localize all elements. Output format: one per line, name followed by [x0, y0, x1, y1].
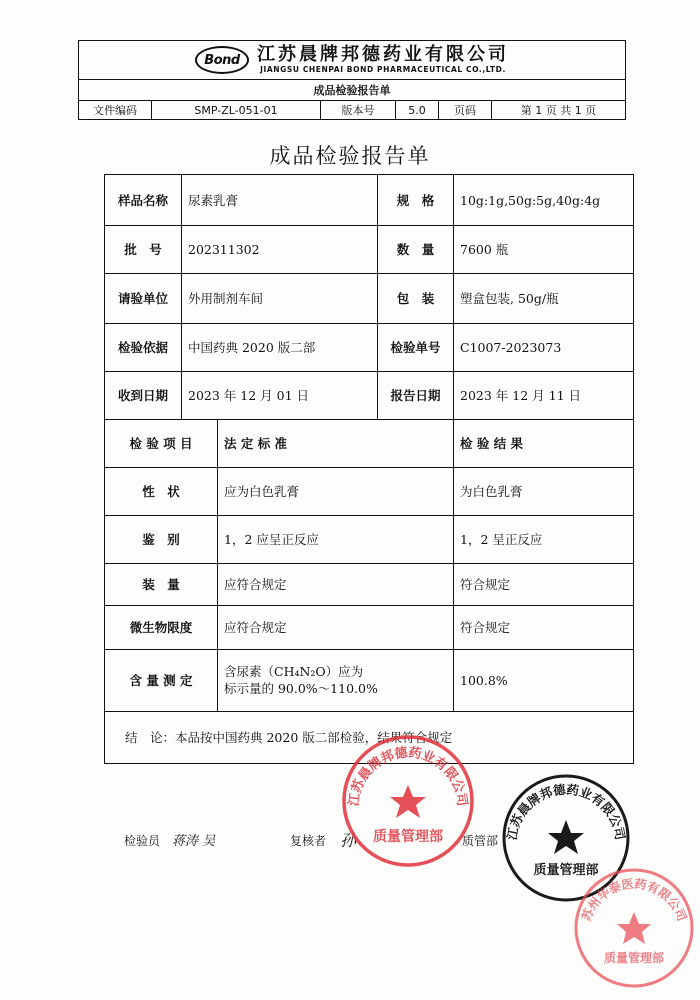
- test-standard: 应符合规定: [224, 577, 287, 592]
- col-standard: 法 定 标 准: [224, 436, 288, 451]
- col-test-item: 检 验 项 目: [129, 436, 193, 451]
- page-number: 第 1 页 共 1 页: [520, 104, 597, 117]
- bond-logo: Bond: [195, 46, 249, 74]
- quantity-label: 数 量: [396, 242, 435, 257]
- company-name-cn: 江苏晨牌邦德药业有限公司: [257, 44, 509, 65]
- basis-label: 检验依据: [117, 340, 168, 355]
- document-meta-row: [79, 101, 625, 119]
- test-item: 性 状: [142, 484, 180, 499]
- quantity: 7600 瓶: [460, 242, 509, 257]
- company-banner: [79, 41, 625, 80]
- received-date-label: 收到日期: [117, 388, 168, 403]
- spec: 10g:1g,50g:5g,40g:4g: [460, 192, 601, 208]
- test-standard-line1: 含尿素（CH₄N₂O）应为: [224, 664, 364, 679]
- test-result: 符合规定: [460, 620, 511, 635]
- inspection-number: C1007-2023073: [460, 339, 562, 355]
- reviewer-signature: 孙: [340, 831, 357, 850]
- request-unit: 外用制剂车间: [188, 291, 264, 306]
- inspector-label: 检验员: [124, 834, 161, 848]
- test-standard: [218, 649, 452, 711]
- seal-2-arc-text: 江苏晨牌邦德药业有限公司: [503, 781, 629, 842]
- package-label: 包 装: [396, 291, 435, 306]
- seal-2-dept: 质量管理部: [533, 863, 599, 878]
- request-unit-label: 请验单位: [117, 291, 168, 306]
- batch-number: 202311302: [188, 241, 260, 257]
- inspection-basis: 中国药典 2020 版二部: [188, 340, 316, 355]
- doc-no: SMP-ZL-051-01: [152, 101, 321, 119]
- report-date: 2023 年 12 月 11 日: [460, 388, 581, 403]
- reviewer-label: 复核者: [290, 834, 327, 848]
- company-name-en: JIANGSU CHENPAI BOND PHARMACEUTICAL CO.,LTD.: [260, 65, 506, 74]
- col-result: 检 验 结 果: [460, 436, 524, 451]
- distributor-seal: [572, 866, 696, 990]
- report-date-label: 报告日期: [390, 388, 441, 403]
- package: 塑盒包装, 50g/瓶: [460, 291, 559, 306]
- seal-1-dept: 质量管理部: [373, 829, 443, 845]
- page-label: 页码: [439, 101, 492, 119]
- test-item: 含 量 测 定: [129, 673, 193, 688]
- received-date: 2023 年 12 月 01 日: [188, 388, 309, 403]
- doc-no-label: 文件编码: [79, 101, 152, 119]
- report-table: [104, 174, 634, 764]
- test-standard: 应符合规定: [224, 620, 287, 635]
- test-item: 装 量: [142, 577, 180, 592]
- test-standard: 1，2 应呈正反应: [224, 532, 319, 547]
- batch-label: 批 号: [124, 242, 162, 257]
- test-item: 微生物限度: [129, 620, 193, 635]
- seal-3-arc-text: 苏州华泰医药有限公司: [579, 876, 689, 924]
- test-standard-line2: 标示量的 90.0%～110.0%: [224, 681, 378, 696]
- test-result: 100.8%: [460, 672, 508, 688]
- test-standard: 应为白色乳膏: [224, 484, 300, 499]
- test-result: 为白色乳膏: [460, 484, 523, 499]
- company-seal-red: [340, 733, 476, 869]
- conclusion: 结 论：本品按中国药典 2020 版二部检验，结果符合规定: [125, 730, 453, 745]
- spec-label: 规 格: [396, 193, 435, 208]
- test-result: 符合规定: [460, 577, 511, 592]
- qa-label: 质管部: [462, 834, 499, 848]
- inspection-no-label: 检验单号: [390, 340, 441, 355]
- report-title: 成品检验报告单: [269, 144, 431, 168]
- test-item: 鉴 别: [142, 532, 180, 547]
- version: 5.0: [396, 101, 439, 119]
- version-label: 版本号: [321, 101, 396, 119]
- seal-1-arc-text: 江苏晨牌邦德药业有限公司: [346, 745, 470, 808]
- sample-name: 尿素乳膏: [188, 193, 239, 208]
- inspector-signature: 蒋涛 吴: [172, 834, 216, 849]
- seal-3-dept: 质量管理部: [603, 951, 665, 965]
- test-result: 1，2 呈正反应: [460, 532, 543, 547]
- document-control-header: [78, 40, 626, 120]
- sample-name-label: 样品名称: [117, 193, 168, 208]
- form-name: 成品检验报告单: [79, 80, 625, 101]
